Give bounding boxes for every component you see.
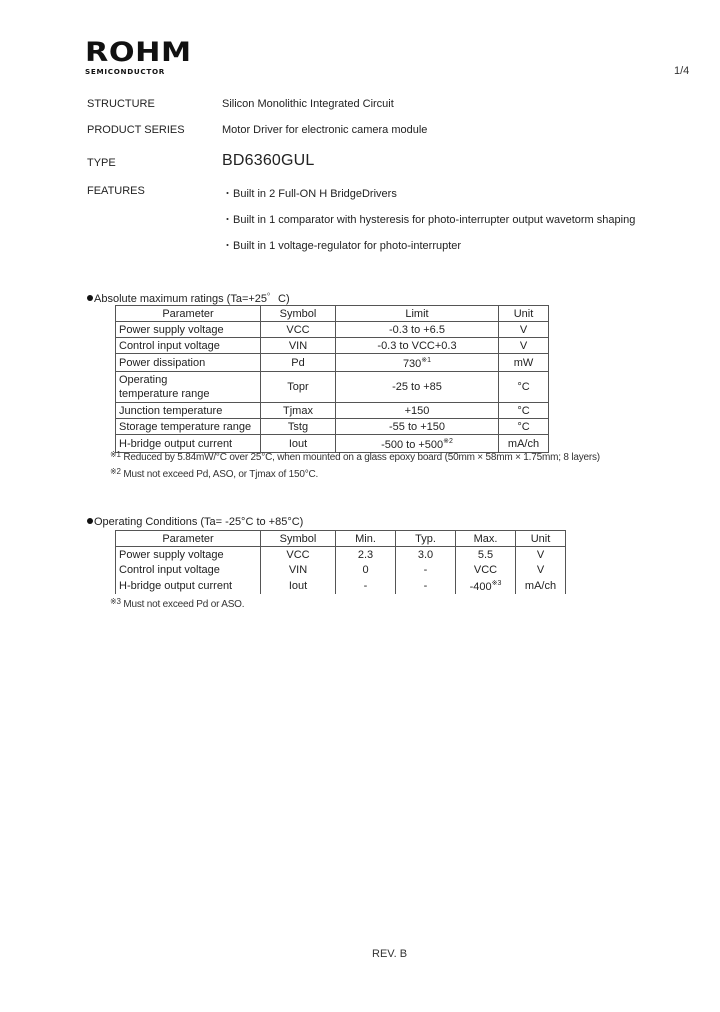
- series-label: PRODUCT SERIES: [87, 124, 185, 136]
- param-line-2: temperature range: [119, 388, 210, 400]
- header-min: Min.: [336, 531, 396, 547]
- symbol-cell: VIN: [261, 338, 336, 354]
- feature-item: ・Built in 1 comparator with hysteresis for photo-interrupter output wavetorm shaping: [222, 214, 636, 226]
- param-cell: H-bridge output current: [116, 435, 261, 453]
- header-unit: Unit: [499, 306, 549, 322]
- header-limit: Limit: [336, 306, 499, 322]
- type-label: TYPE: [87, 157, 116, 169]
- logo-wordmark: ROHM: [85, 37, 192, 68]
- unit-cell: mA/ch: [516, 577, 566, 594]
- param-cell: Control input voltage: [116, 338, 261, 354]
- table-row: [116, 419, 549, 435]
- logo-subtitle: SEMICONDUCTOR: [85, 67, 166, 76]
- param-line-1: Operating: [119, 374, 168, 386]
- max-value: -400: [469, 581, 492, 593]
- table-row: [116, 338, 549, 354]
- op-cond-table: [115, 530, 566, 594]
- unit-cell: V: [516, 562, 566, 577]
- typ-cell: -: [396, 577, 456, 594]
- param-cell: Power dissipation: [116, 354, 261, 372]
- symbol-cell: Iout: [261, 577, 336, 594]
- unit-cell: V: [499, 338, 549, 354]
- limit-cell: -0.3 to +6.5: [336, 322, 499, 338]
- footnote-2: [110, 467, 318, 480]
- typ-cell: 3.0: [396, 547, 456, 563]
- table-row: [116, 562, 566, 577]
- footnote-text: Must not exceed Pd, ASO, or Tjmax of 150°C.: [123, 469, 319, 480]
- limit-cell: -25 to +85: [336, 372, 499, 403]
- abs-max-title-text: Absolute maximum ratings (Ta=+25゜C): [94, 293, 290, 305]
- footnote-1: [110, 450, 600, 463]
- footnote-mark: ※3: [110, 597, 121, 606]
- header-max: Max.: [456, 531, 516, 547]
- footnote-text: Reduced by 5.84mW/°C over 25°C, when mounted on a glass epoxy board (50mm × 58mm × 1.75mm; 8 layers): [123, 452, 600, 463]
- table-row: [116, 577, 566, 594]
- footnote-mark: ※1: [421, 357, 432, 364]
- feature-item: ・Built in 1 voltage-regulator for photo-interrupter: [222, 240, 462, 252]
- features-label: FEATURES: [87, 185, 145, 197]
- unit-cell: °C: [499, 372, 549, 403]
- rohm-logo: [85, 37, 192, 76]
- table-row: [116, 372, 549, 403]
- param-cell: Control input voltage: [116, 562, 261, 577]
- symbol-cell: Tstg: [261, 419, 336, 435]
- footnote-mark: ※3: [491, 580, 502, 587]
- footnote-text: Must not exceed Pd or ASO.: [123, 599, 245, 610]
- type-value: BD6360GUL: [222, 152, 315, 169]
- unit-cell: mA/ch: [499, 435, 549, 453]
- abs-max-table: [115, 305, 549, 453]
- table-row: [116, 354, 549, 372]
- bullet-icon: [87, 518, 93, 524]
- unit-cell: mW: [499, 354, 549, 372]
- table-header-row: [116, 531, 566, 547]
- symbol-cell: VIN: [261, 562, 336, 577]
- series-value: Motor Driver for electronic camera module: [222, 124, 428, 136]
- symbol-cell: Topr: [261, 372, 336, 403]
- op-cond-title: [87, 516, 303, 528]
- limit-value: -500 to +500: [381, 439, 444, 451]
- table-header-row: [116, 306, 549, 322]
- symbol-cell: VCC: [261, 322, 336, 338]
- footnote-mark: ※2: [110, 467, 121, 476]
- table-row: [116, 547, 566, 563]
- limit-cell: [336, 354, 499, 372]
- table-row: [116, 322, 549, 338]
- unit-cell: °C: [499, 419, 549, 435]
- param-cell: H-bridge output current: [116, 577, 261, 594]
- symbol-cell: Tjmax: [261, 403, 336, 419]
- bullet-icon: [87, 295, 93, 301]
- symbol-cell: Pd: [261, 354, 336, 372]
- table-row: [116, 403, 549, 419]
- unit-cell: V: [499, 322, 549, 338]
- header-parameter: Parameter: [116, 531, 261, 547]
- limit-cell: +150: [336, 403, 499, 419]
- symbol-cell: VCC: [261, 547, 336, 563]
- header-parameter: Parameter: [116, 306, 261, 322]
- min-cell: 0: [336, 562, 396, 577]
- min-cell: 2.3: [336, 547, 396, 563]
- header-symbol: Symbol: [261, 531, 336, 547]
- limit-cell: -55 to +150: [336, 419, 499, 435]
- unit-cell: V: [516, 547, 566, 563]
- typ-cell: -: [396, 562, 456, 577]
- min-cell: -: [336, 577, 396, 594]
- footnote-mark: ※2: [443, 438, 453, 445]
- header-typ: Typ.: [396, 531, 456, 547]
- structure-value: Silicon Monolithic Integrated Circuit: [222, 98, 394, 110]
- param-cell: Junction temperature: [116, 403, 261, 419]
- footnote-mark: ※1: [110, 450, 121, 459]
- footnote-3: [110, 597, 244, 610]
- param-cell: Power supply voltage: [116, 322, 261, 338]
- limit-cell: -0.3 to VCC+0.3: [336, 338, 499, 354]
- max-cell: VCC: [456, 562, 516, 577]
- feature-item: ・Built in 2 Full-ON H BridgeDrivers: [222, 188, 397, 200]
- header-unit: Unit: [516, 531, 566, 547]
- structure-label: STRUCTURE: [87, 98, 155, 110]
- param-cell: Power supply voltage: [116, 547, 261, 563]
- revision-label: REV. B: [372, 948, 408, 960]
- symbol-cell: Iout: [261, 435, 336, 453]
- unit-cell: °C: [499, 403, 549, 419]
- page-number: 1/4: [674, 65, 690, 77]
- max-cell: [456, 577, 516, 594]
- limit-value: 730: [402, 358, 422, 370]
- abs-max-title: [87, 290, 290, 306]
- op-cond-title-text: Operating Conditions (Ta= -25°C to +85°C): [94, 516, 304, 528]
- param-cell: Storage temperature range: [116, 419, 261, 435]
- header-symbol: Symbol: [261, 306, 336, 322]
- param-cell: [116, 372, 261, 403]
- max-cell: 5.5: [456, 547, 516, 563]
